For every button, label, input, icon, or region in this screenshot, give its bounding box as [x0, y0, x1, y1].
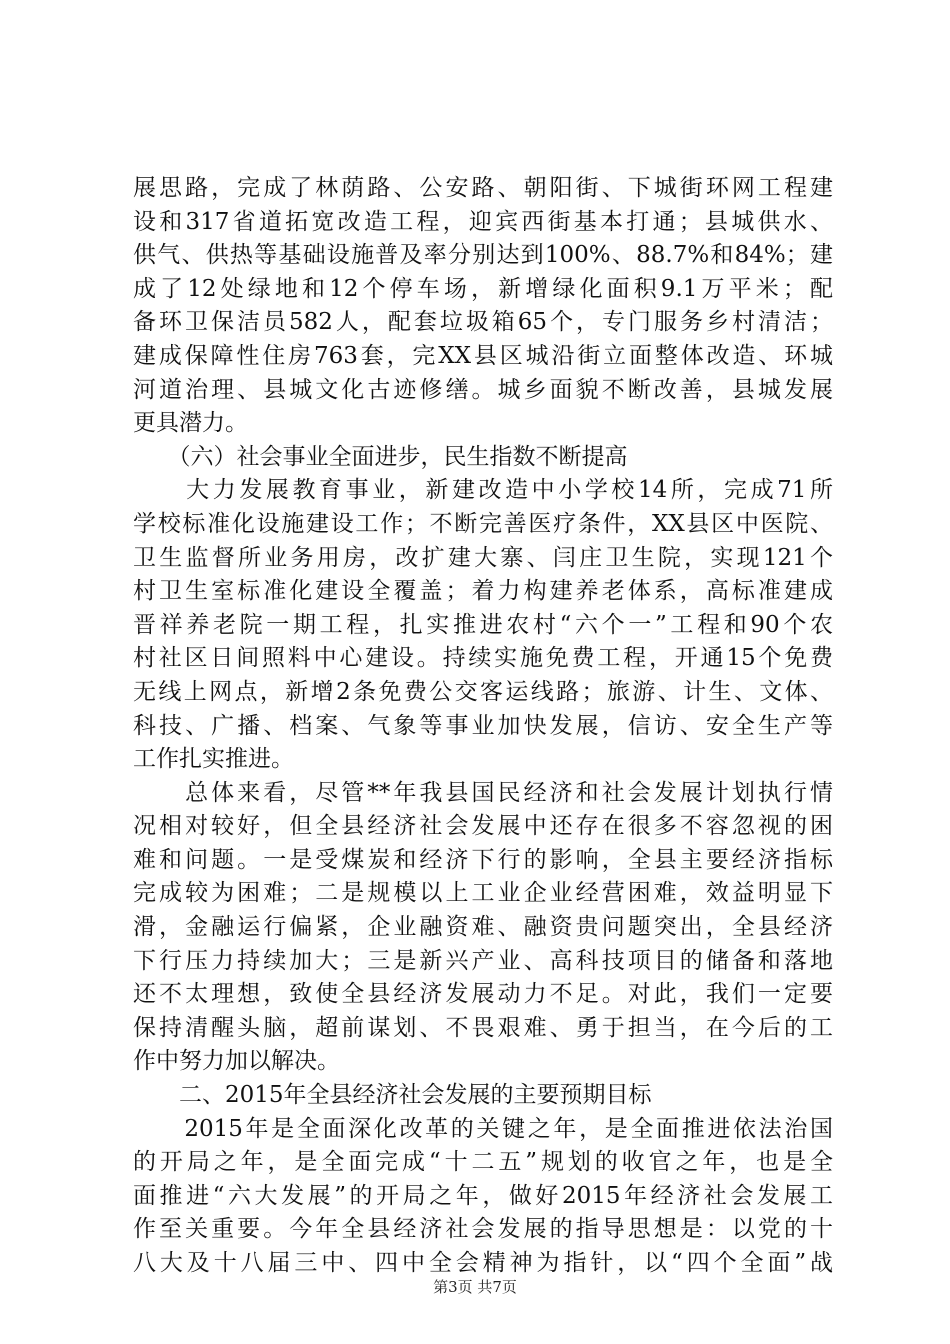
text-line: 河道治理、县城文化古迹修缮。城乡面貌不断改善，县城发展 [133, 376, 833, 403]
text-line: 村社区日间照料中心建设。持续实施免费工程，开通15个免费 [133, 645, 833, 672]
text-line: 设和317省道拓宽改造工程，迎宾西街基本打通；县城供水、 [133, 208, 833, 235]
text-line: 下行压力持续加大；三是新兴产业、高科技项目的储备和落地 [133, 947, 833, 974]
page-footer [0, 1276, 950, 1297]
text-line: 难和问题。一是受煤炭和经济下行的影响，全县主要经济指标 [133, 846, 833, 873]
text-line: 成了12处绿地和12个停车场，新增绿化面积9.1万平米；配 [133, 275, 833, 302]
text-line: 的开局之年，是全面完成“十二五”规划的收官之年，也是全 [133, 1149, 833, 1176]
page-number: 第3页 共7页 [433, 1278, 517, 1296]
text-line: 大力发展教育事业，新建改造中小学校14所，完成71所 [133, 477, 833, 504]
text-line: 滑，金融运行偏紧，企业融资难、融资贵问题突出，全县经济 [133, 914, 833, 941]
text-line: 备环卫保洁员582人，配套垃圾箱65个，专门服务乡村清洁； [133, 309, 833, 336]
text-line: 供气、供热等基础设施普及率分别达到100%、88.7%和84%；建 [133, 242, 833, 269]
text-line: 作中努力加以解决。 [133, 1048, 340, 1075]
text-line: 卫生监督所业务用房，改扩建大寨、闫庄卫生院，实现121个 [133, 544, 833, 571]
section-heading: （六）社会事业全面进步，民生指数不断提高 [133, 443, 628, 470]
text-line: 2015年是全面深化改革的关键之年，是全面推进依法治国 [133, 1115, 833, 1142]
text-line: 面推进“六大发展”的开局之年，做好2015年经济社会发展工 [133, 1182, 833, 1209]
text-line: 八大及十八届三中、四中全会精神为指针，以“四个全面”战 [133, 1250, 833, 1276]
text-line: 完成较为困难；二是规模以上工业企业经营困难，效益明显下 [133, 880, 833, 907]
text-line: 更具潜力。 [133, 410, 248, 437]
text-line: 工作扎实推进。 [133, 746, 294, 773]
text-line: 村卫生室标准化建设全覆盖；着力构建养老体系，高标准建成 [133, 578, 833, 605]
text-line: 还不太理想，致使全县经济发展动力不足。对此，我们一定要 [133, 981, 833, 1008]
text-line: 学校标准化设施建设工作；不断完善医疗条件，XX县区中医院、 [133, 510, 833, 537]
text-line: 况相对较好，但全县经济社会发展中还存在很多不容忽视的困 [133, 813, 833, 840]
text-line: 无线上网点，新增2条免费公交客运线路；旅游、计生、文体、 [133, 678, 833, 705]
text-line: 科技、广播、档案、气象等事业加快发展，信访、安全生产等 [133, 712, 833, 739]
text-line: 建成保障性住房763套，完XX县区城沿街立面整体改造、环城 [133, 342, 833, 369]
text-line: 总体来看，尽管**年我县国民经济和社会发展计划执行情 [133, 779, 833, 806]
section-heading: 二、2015年全县经济社会发展的主要预期目标 [133, 1082, 652, 1109]
body-text [133, 172, 833, 1281]
text-line: 晋祥养老院一期工程，扎实推进农村“六个一”工程和90个农 [133, 611, 833, 638]
text-line: 作至关重要。今年全县经济社会发展的指导思想是：以党的十 [133, 1216, 833, 1243]
text-line: 保持清醒头脑，超前谋划、不畏艰难、勇于担当，在今后的工 [133, 1014, 833, 1041]
text-line: 展思路，完成了林荫路、公安路、朝阳街、下城街环网工程建 [133, 175, 833, 201]
